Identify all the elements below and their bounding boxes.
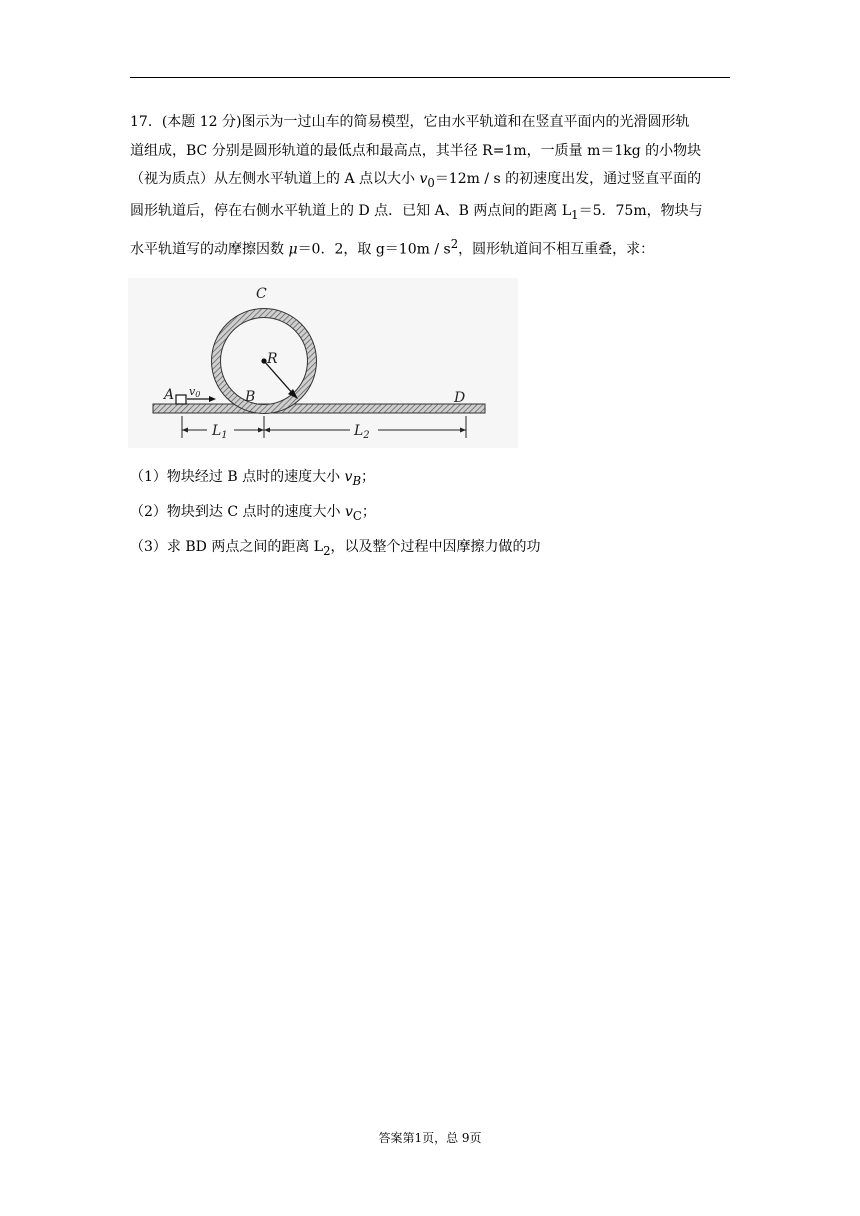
question-3: （3）求 BD 两点之间的距离 $L_2$，以及整个过程中因摩擦力做的功 [130,538,541,558]
block-A [176,395,186,404]
roller-coaster-diagram [128,278,518,448]
page-footer: 答案第1页，总 9页 [378,1131,482,1145]
header-rule [130,77,730,78]
problem-statement [130,108,732,264]
question-1: （1）物块经过 B 点时的速度大小 $v_B$； [130,469,376,488]
label-D: D [454,390,466,406]
label-L2: $L_2$ [354,423,370,441]
problem-line-4: 圆形轨道后，停在右侧水平轨道上的 D 点．已知 A、B 两点间的距离 $L_1=5$．75m，物块与 [130,203,703,223]
problem-line-5: 水平轨道写的动摩擦因数 μ＝0．2，取 $g=10m / s^2$，圆形轨道间不相互重叠，求： [130,236,655,258]
horizontal-track [153,404,485,413]
problem-line-2: 道组成，BC 分别是圆形轨道的最低点和最高点，其半径 R=1m，一质量 m＝1kg 的小物块 [130,142,702,159]
question-2: （2）物块到达 C 点时的速度大小 $v_C$； [130,503,376,523]
label-B: B [245,389,256,405]
label-v0: v0 [189,385,201,399]
label-R: R [267,351,278,367]
roller-coaster-figure [128,278,518,448]
problem-line-3: （视为质点）从左侧水平轨道上的 A 点以大小 $v_0=12m / s$ 的初速度出发，通过竖直平面的 [130,171,702,190]
label-C: C [256,286,267,302]
label-A: A [164,387,175,403]
figure-background [128,278,518,448]
questions-list [130,462,541,566]
label-L1: $L_1$ [212,423,228,441]
problem-line-1: 17．(本题 12 分)图示为一过山车的简易模型，它由水平轨道和在竖直平面内的光滑圆形轨 [130,114,690,130]
